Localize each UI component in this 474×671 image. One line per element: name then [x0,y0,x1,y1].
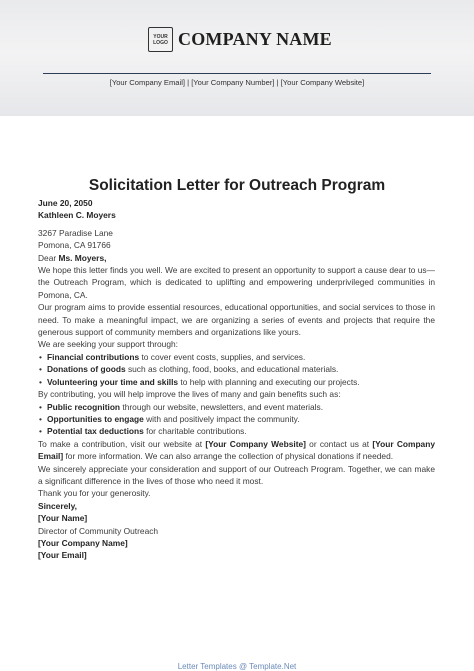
letterhead-banner [0,0,474,116]
list-item: • Opportunities to engage with and positively impact the community. [38,413,435,425]
logo-text: YOUR LOGO [153,33,168,46]
recipient-address-line1: 3267 Paradise Lane [38,227,113,238]
paragraph-appreciation: We sincerely appreciate your consideration and support of our Outreach Program. Together, we can make a significant difference in the lives of those who need it most. [38,463,435,486]
closing: Sincerely, [38,500,77,511]
support-list [38,351,435,388]
list-item: • Potential tax deductions for charitable contributions. [38,425,435,437]
benefits-intro: By contributing, you will help improve the lives of many and gain benefits such as: [38,389,341,400]
letter-title: Solicitation Letter for Outreach Program [88,177,386,194]
list-item: • Volunteering your time and skills to help with planning and executing our projects. [38,376,435,388]
email-placeholder: [Your Company Email] [38,438,435,462]
letter-date: June 20, 2050 [38,198,93,208]
letter-body [38,197,435,562]
paragraph-contribute: To make a contribution, visit our website at [Your Company Website] or contact us at [Your Company Email] for more information. We can also arrange the collection of physical donations if needed. [38,438,435,462]
recipient-name: Kathleen C. Moyers [38,210,116,221]
sender-email: [Your Email] [38,550,87,561]
support-intro: We are seeking your support through: [38,339,178,350]
footer-credit[interactable]: Letter Templates @ Template.Net [177,662,297,671]
sender-title: Director of Community Outreach [38,525,159,536]
company-name: COMPANY NAME [178,29,332,49]
paragraph-intro: We hope this letter finds you well. We are excited to present an opportunity to support a cause dear to us—the Outreach Program, which is dedicated to uplifting and empowering underprivileged communities in Pomona, CA. [38,265,435,300]
list-item: • Donations of goods such as clothing, food, books, and educational materials. [38,363,435,375]
company-contact-line: [Your Company Email] | [Your Company Number] | [Your Company Website] [109,78,365,87]
header-divider [43,73,431,74]
website-placeholder: [Your Company Website] [205,438,306,449]
paragraph-program: Our program aims to provide essential resources, educational opportunities, and social services to those in need. To make a meaningful impact, we are organizing a series of events and projects that require the generous support of community members and organizations like yours. [38,302,435,338]
sender-company: [Your Company Name] [38,537,128,548]
list-item: • Public recognition through our website, newsletters, and event materials. [38,401,435,413]
benefits-list [38,401,435,438]
recipient-address-line2: Pomona, CA 91766 [38,240,111,251]
salutation: Dear Ms. Moyers, [38,252,107,263]
thank-you-line: Thank you for your generosity. [38,488,151,499]
company-logo-placeholder [148,27,173,52]
sender-name: [Your Name] [38,513,88,524]
salutation-name: Ms. Moyers, [58,252,107,263]
list-item: • Financial contributions to cover event costs, supplies, and services. [38,351,435,363]
